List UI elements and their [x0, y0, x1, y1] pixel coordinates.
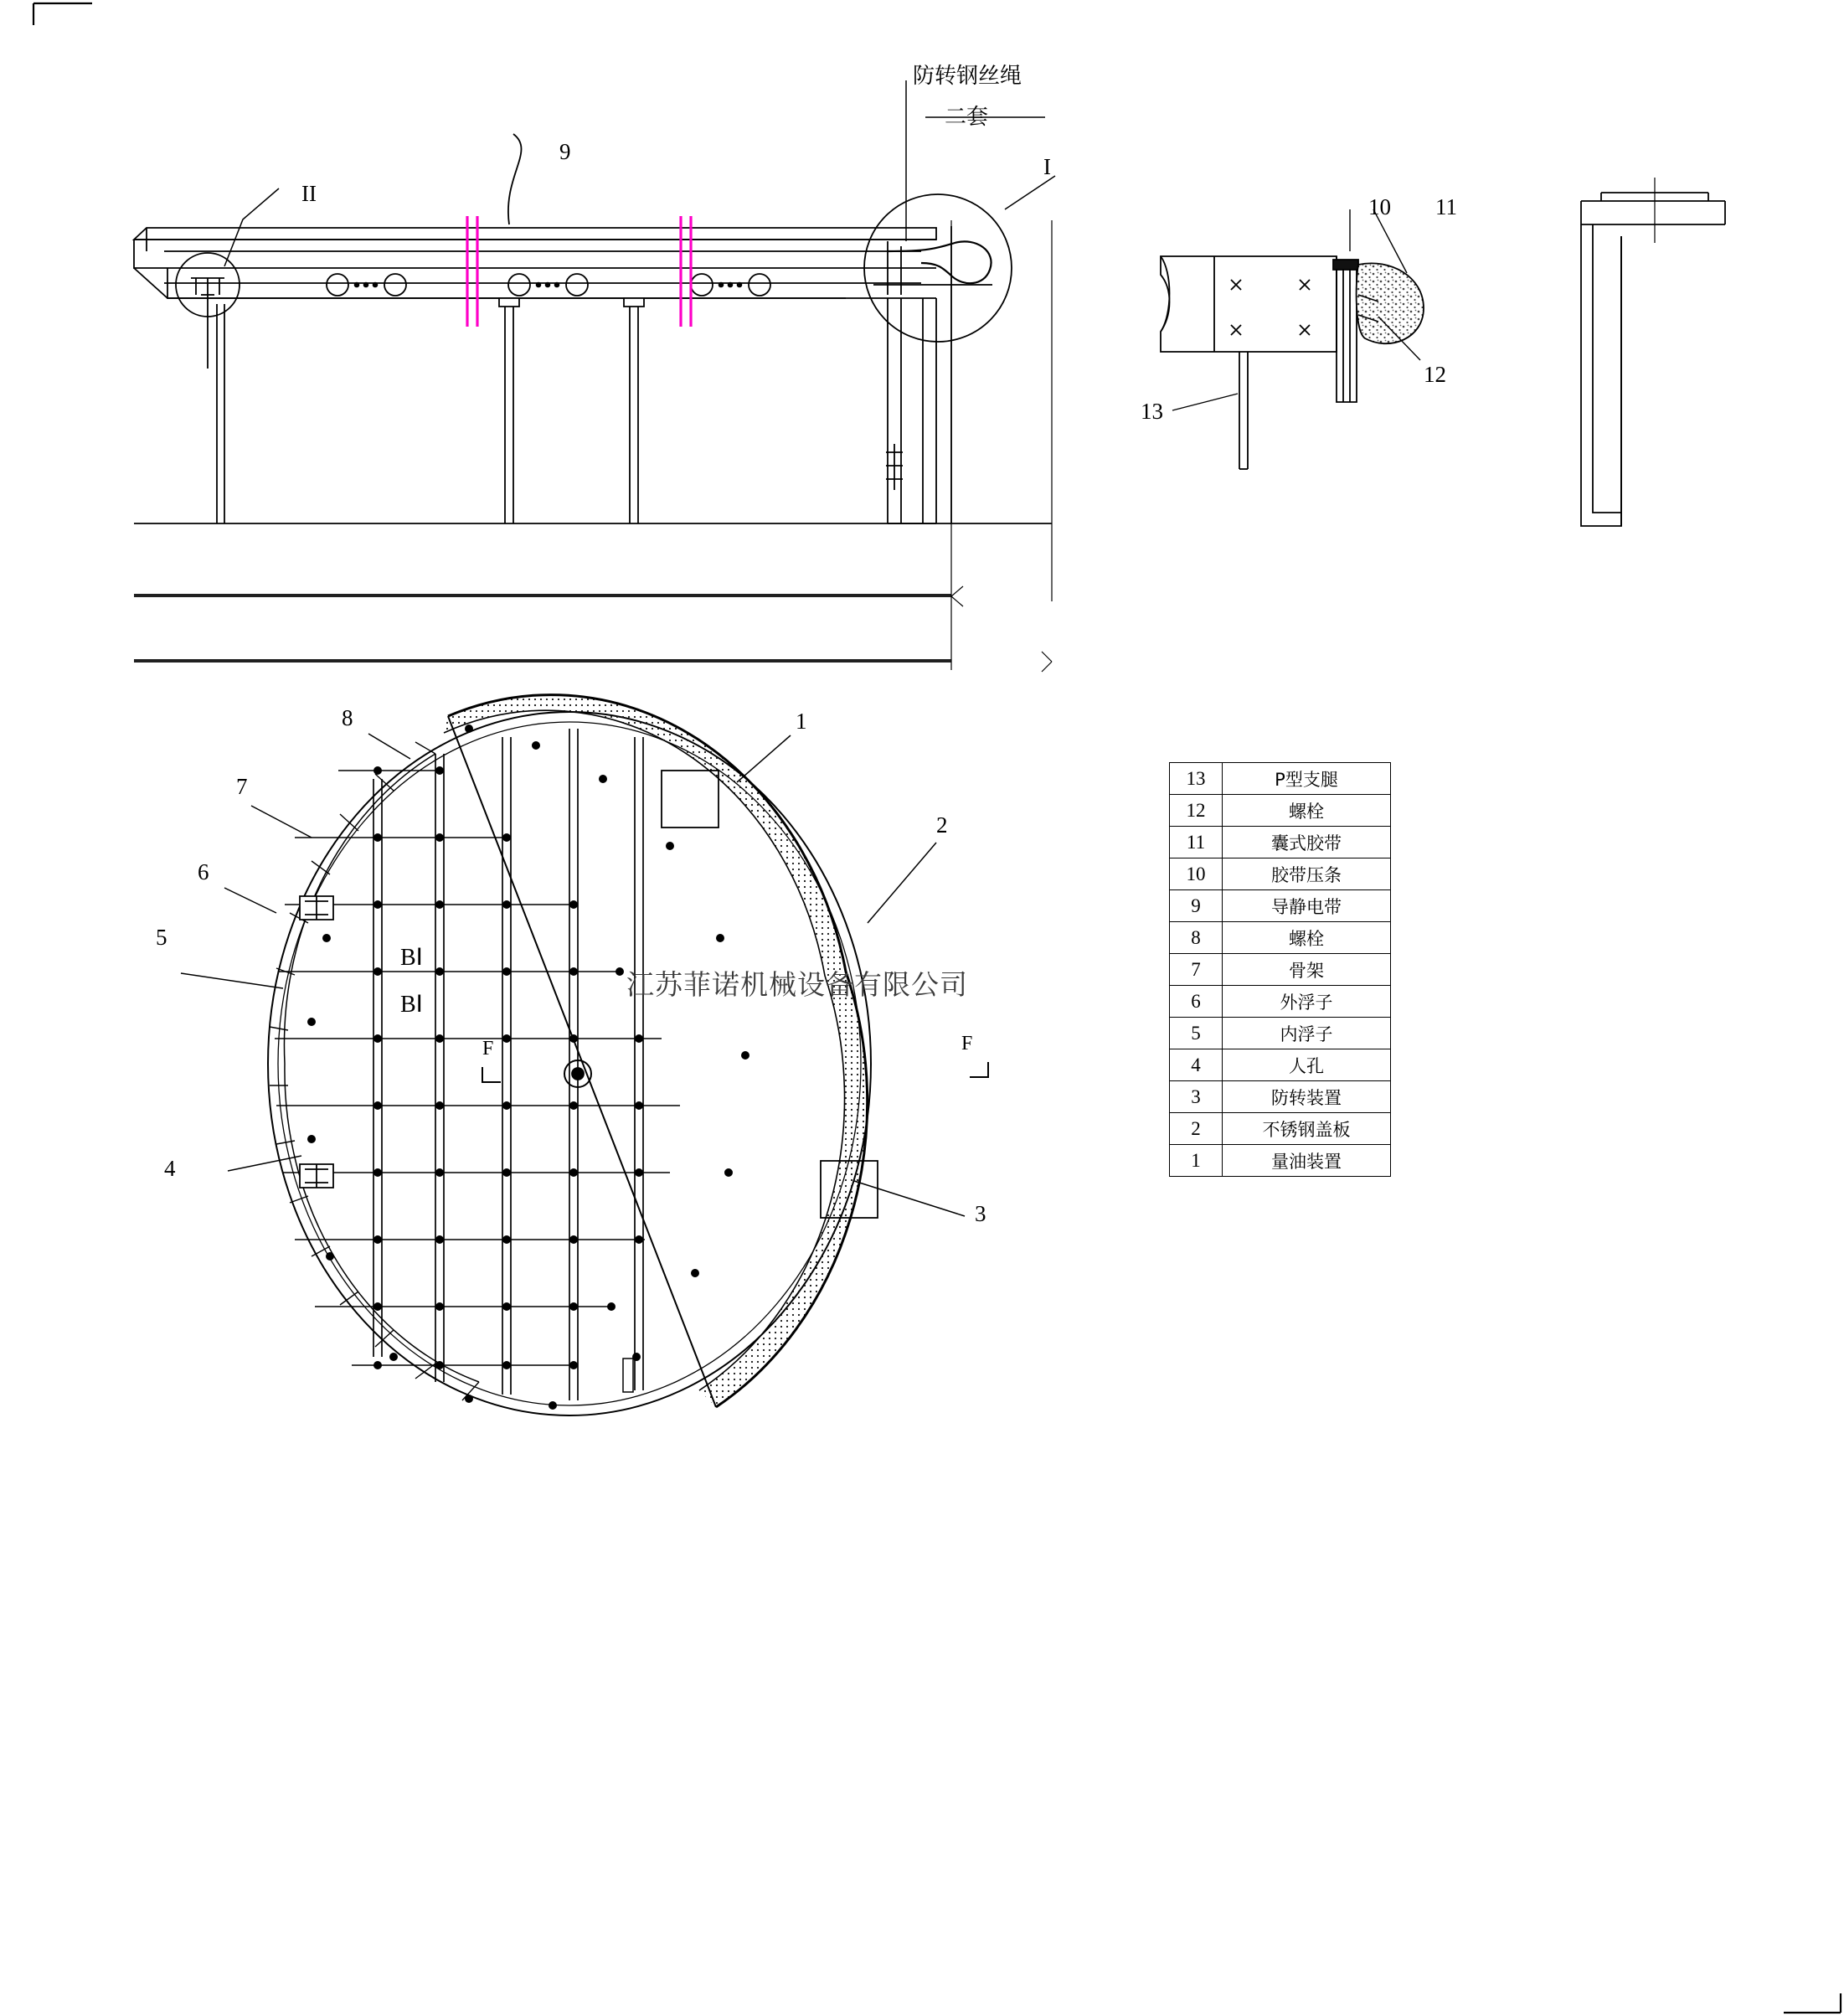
- callout-3: 3: [975, 1201, 986, 1226]
- p-section-view: [1581, 178, 1725, 526]
- table-row: [1170, 858, 1391, 890]
- callout-10: 10: [1368, 194, 1391, 219]
- bom-name: 内浮子: [1223, 1018, 1391, 1049]
- callout-13: 13: [1141, 399, 1163, 424]
- bom-name: 外浮子: [1223, 986, 1391, 1018]
- detail-mark-i: I: [1043, 154, 1051, 179]
- table-row: [1170, 1145, 1391, 1177]
- bom-table: [1169, 762, 1391, 1177]
- callout-12: 12: [1424, 362, 1446, 387]
- panel-label-b1-lower: BⅠ: [400, 992, 423, 1018]
- callout-8: 8: [342, 705, 353, 730]
- bom-name: 量油装置: [1223, 1145, 1391, 1177]
- bom-no: 4: [1170, 1049, 1223, 1081]
- bom-no: 3: [1170, 1081, 1223, 1113]
- panel-label-b1-upper: BⅠ: [400, 945, 423, 971]
- bom-name: 不锈钢盖板: [1223, 1113, 1391, 1145]
- bom-no: 1: [1170, 1145, 1223, 1177]
- callout-1: 1: [796, 709, 807, 734]
- bom-name: 骨架: [1223, 954, 1391, 986]
- bom-no: 2: [1170, 1113, 1223, 1145]
- callout-6: 6: [198, 859, 209, 884]
- bom-no: 11: [1170, 827, 1223, 858]
- elevation-view: [134, 80, 1055, 672]
- table-row: [1170, 1049, 1391, 1081]
- callout-4: 4: [164, 1156, 176, 1181]
- table-row: [1170, 1018, 1391, 1049]
- bom-name: 囊式胶带: [1223, 827, 1391, 858]
- bom-no: 5: [1170, 1018, 1223, 1049]
- bom-name: 胶带压条: [1223, 858, 1391, 890]
- table-row: [1170, 763, 1391, 795]
- callout-7: 7: [236, 774, 248, 799]
- bom-no: 13: [1170, 763, 1223, 795]
- bom-no: 10: [1170, 858, 1223, 890]
- bom-no: 12: [1170, 795, 1223, 827]
- bom-no: 6: [1170, 986, 1223, 1018]
- table-row: [1170, 1081, 1391, 1113]
- rim-detail-view: [1161, 209, 1424, 469]
- detail-mark-ii: II: [301, 181, 317, 206]
- callout-9: 9: [559, 139, 571, 164]
- table-row: [1170, 986, 1391, 1018]
- section-mark-f-left: F: [482, 1038, 494, 1060]
- table-row: [1170, 954, 1391, 986]
- company-watermark: 江苏菲诺机械设备有限公司: [626, 968, 968, 1001]
- callout-5: 5: [156, 925, 167, 950]
- bom-name: 螺栓: [1223, 922, 1391, 954]
- plan-view: [181, 695, 988, 1432]
- bom-name: 螺栓: [1223, 795, 1391, 827]
- callout-2: 2: [936, 812, 948, 838]
- table-row: [1170, 922, 1391, 954]
- bom-no: 9: [1170, 890, 1223, 922]
- bom-name: 人孔: [1223, 1049, 1391, 1081]
- note-anti-rotation-cable-qty: 二套: [945, 105, 989, 130]
- bom-name: P型支腿: [1223, 763, 1391, 795]
- table-row: [1170, 890, 1391, 922]
- section-mark-f-right: F: [961, 1033, 973, 1054]
- table-row: [1170, 827, 1391, 858]
- table-row: [1170, 1113, 1391, 1145]
- bom-no: 8: [1170, 922, 1223, 954]
- callout-11: 11: [1435, 194, 1457, 219]
- bom-name: 防转装置: [1223, 1081, 1391, 1113]
- sheet-border: [33, 3, 1841, 2013]
- bom-name: 导静电带: [1223, 890, 1391, 922]
- table-row: [1170, 795, 1391, 827]
- note-anti-rotation-cable: 防转钢丝绳: [913, 64, 1022, 89]
- bom-no: 7: [1170, 954, 1223, 986]
